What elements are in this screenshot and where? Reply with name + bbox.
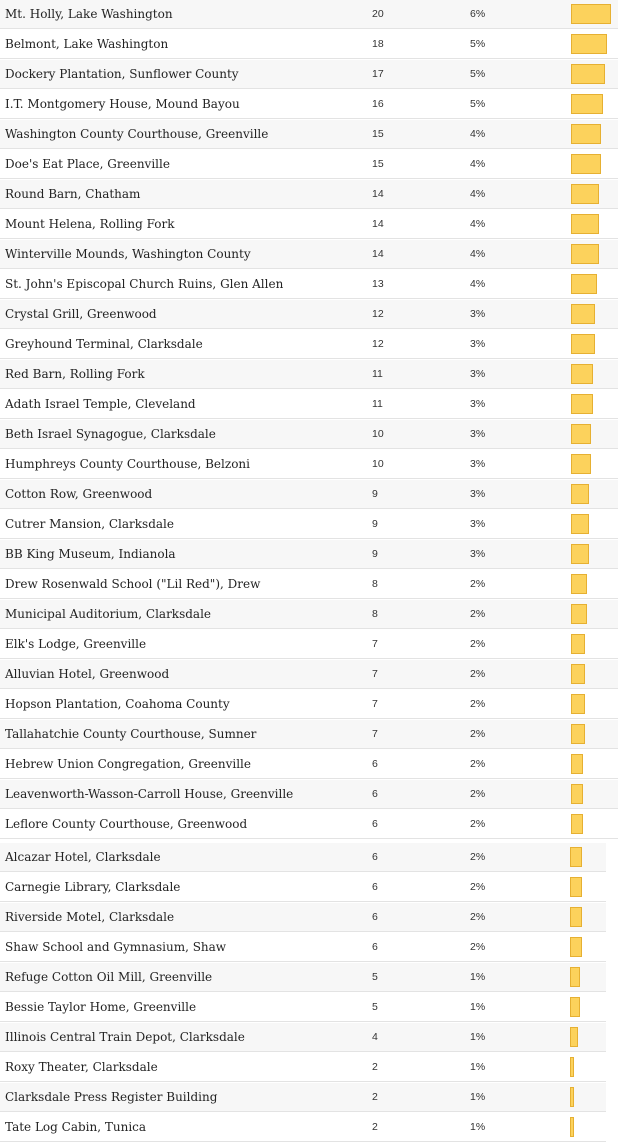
table-row: [0, 660, 618, 689]
place-name: Riverside Motel, Clarksdale: [5, 910, 175, 924]
count-bar: [571, 544, 589, 564]
table-row: [0, 180, 618, 209]
table-row: [0, 750, 618, 779]
count-value: 6: [372, 851, 378, 863]
table-row: [0, 330, 618, 359]
percent-value: 2%: [470, 818, 486, 830]
count-bar: [570, 877, 582, 897]
count-bar: [571, 664, 585, 684]
percent-value: 2%: [470, 608, 486, 620]
percent-value: 5%: [470, 68, 486, 80]
place-name: Hopson Plantation, Coahoma County: [5, 697, 230, 711]
count-bar: [571, 274, 597, 294]
count-bar: [571, 4, 611, 24]
count-value: 10: [372, 458, 384, 470]
table-row: [0, 270, 618, 299]
table-row: [0, 690, 618, 719]
percent-value: 2%: [470, 578, 486, 590]
count-value: 15: [372, 128, 384, 140]
count-bar: [571, 634, 585, 654]
count-bar: [571, 754, 583, 774]
count-bar: [570, 847, 582, 867]
count-value: 20: [372, 8, 384, 20]
table-row: [0, 720, 618, 749]
table-row: [0, 30, 618, 59]
table-row: [0, 300, 618, 329]
table-row: [0, 420, 618, 449]
count-bar: [571, 334, 595, 354]
count-bar: [571, 304, 595, 324]
count-bar: [571, 694, 585, 714]
table-row: [0, 0, 618, 29]
place-name: Red Barn, Rolling Fork: [5, 367, 145, 381]
table-row: [0, 210, 618, 239]
percent-value: 2%: [470, 788, 486, 800]
count-value: 2: [372, 1061, 378, 1073]
place-name: Drew Rosenwald School ("Lil Red"), Drew: [5, 577, 261, 591]
count-value: 6: [372, 758, 378, 770]
count-value: 7: [372, 668, 378, 680]
count-value: 11: [372, 368, 383, 380]
table-row: [0, 510, 618, 539]
place-name: Greyhound Terminal, Clarksdale: [5, 337, 203, 351]
table-row: [0, 600, 618, 629]
percent-value: 3%: [470, 428, 486, 440]
place-name: Bessie Taylor Home, Greenville: [5, 1000, 197, 1014]
count-value: 14: [372, 188, 384, 200]
place-name: Roxy Theater, Clarksdale: [5, 1060, 158, 1074]
table-row: [0, 450, 618, 479]
count-value: 6: [372, 911, 378, 923]
count-bar: [571, 64, 605, 84]
percent-value: 2%: [470, 668, 486, 680]
percent-value: 1%: [470, 1061, 486, 1073]
place-name: BB King Museum, Indianola: [5, 547, 176, 561]
place-name: Alluvian Hotel, Greenwood: [5, 667, 170, 681]
count-bar: [570, 1087, 574, 1107]
table-row: [0, 150, 618, 179]
count-bar: [571, 514, 589, 534]
count-value: 6: [372, 818, 378, 830]
count-value: 8: [372, 578, 378, 590]
count-value: 14: [372, 248, 384, 260]
count-value: 17: [372, 68, 384, 80]
percent-value: 2%: [470, 638, 486, 650]
percent-value: 4%: [470, 128, 486, 140]
place-name: Mt. Holly, Lake Washington: [5, 7, 173, 21]
count-value: 6: [372, 941, 378, 953]
percent-value: 1%: [470, 1121, 486, 1133]
table-row: [0, 903, 606, 932]
count-value: 14: [372, 218, 384, 230]
count-value: 7: [372, 698, 378, 710]
table-row: [0, 810, 618, 839]
percent-value: 2%: [470, 851, 486, 863]
count-value: 9: [372, 518, 378, 530]
percent-value: 5%: [470, 38, 486, 50]
count-value: 2: [372, 1121, 378, 1133]
count-bar: [571, 94, 603, 114]
count-value: 2: [372, 1091, 378, 1103]
count-bar: [571, 34, 607, 54]
table-row: [0, 540, 618, 569]
count-bar: [571, 424, 591, 444]
count-bar: [571, 604, 587, 624]
percent-value: 4%: [470, 278, 486, 290]
place-name: Beth Israel Synagogue, Clarksdale: [5, 427, 216, 441]
count-value: 4: [372, 1031, 378, 1043]
count-bar: [571, 364, 593, 384]
table-row: [0, 480, 618, 509]
percent-value: 1%: [470, 971, 486, 983]
percent-value: 3%: [470, 308, 486, 320]
table-row: [0, 90, 618, 119]
percent-value: 4%: [470, 188, 486, 200]
count-bar: [571, 154, 601, 174]
count-bar: [571, 244, 599, 264]
percent-value: 1%: [470, 1001, 486, 1013]
percent-value: 3%: [470, 398, 486, 410]
count-value: 7: [372, 728, 378, 740]
table-row: [0, 963, 606, 992]
percent-value: 3%: [470, 458, 486, 470]
place-name: Elk's Lodge, Greenville: [5, 637, 147, 651]
percent-value: 3%: [470, 338, 486, 350]
count-value: 8: [372, 608, 378, 620]
table-row: [0, 1053, 606, 1082]
place-name: Leflore County Courthouse, Greenwood: [5, 817, 248, 831]
place-name: Winterville Mounds, Washington County: [5, 247, 251, 261]
place-name: Leavenworth-Wasson-Carroll House, Greenville: [5, 787, 294, 801]
table-row: [0, 240, 618, 269]
table-row: [0, 873, 606, 902]
table-row: [0, 60, 618, 89]
place-name: Mount Helena, Rolling Fork: [5, 217, 175, 231]
count-bar: [571, 784, 583, 804]
place-name: Cotton Row, Greenwood: [5, 487, 153, 501]
count-value: 9: [372, 488, 378, 500]
percent-value: 1%: [470, 1091, 486, 1103]
place-name: Round Barn, Chatham: [5, 187, 141, 201]
count-bar: [570, 907, 582, 927]
place-name: Refuge Cotton Oil Mill, Greenville: [5, 970, 213, 984]
place-name: Carnegie Library, Clarksdale: [5, 880, 181, 894]
count-bar: [570, 997, 580, 1017]
table-row: [0, 780, 618, 809]
place-name: Tallahatchie County Courthouse, Sumner: [5, 727, 257, 741]
percent-value: 2%: [470, 698, 486, 710]
place-name: St. John's Episcopal Church Ruins, Glen Allen: [5, 277, 284, 291]
count-value: 12: [372, 308, 384, 320]
place-name: Hebrew Union Congregation, Greenville: [5, 757, 251, 771]
count-bar: [570, 1027, 578, 1047]
count-value: 16: [372, 98, 384, 110]
place-name: Clarksdale Press Register Building: [5, 1090, 218, 1104]
count-bar: [571, 184, 599, 204]
count-value: 11: [372, 398, 383, 410]
count-bar: [571, 214, 599, 234]
table-row: [0, 993, 606, 1022]
percent-value: 2%: [470, 881, 486, 893]
count-bar: [570, 967, 580, 987]
count-bar: [571, 124, 601, 144]
table-row: [0, 1083, 606, 1112]
percent-value: 3%: [470, 488, 486, 500]
count-value: 13: [372, 278, 384, 290]
table-row: [0, 570, 618, 599]
count-value: 5: [372, 971, 378, 983]
count-bar: [571, 454, 591, 474]
percent-value: 3%: [470, 518, 486, 530]
percent-value: 4%: [470, 248, 486, 260]
count-bar: [571, 574, 587, 594]
place-name: Belmont, Lake Washington: [5, 37, 169, 51]
count-bar: [571, 484, 589, 504]
table-row: [0, 1023, 606, 1052]
percent-value: 1%: [470, 1031, 486, 1043]
percent-value: 2%: [470, 728, 486, 740]
count-bar: [571, 724, 585, 744]
place-name: Humphreys County Courthouse, Belzoni: [5, 457, 250, 471]
place-name: Dockery Plantation, Sunflower County: [5, 67, 239, 81]
count-bar: [570, 1057, 574, 1077]
count-value: 18: [372, 38, 384, 50]
table-row: [0, 360, 618, 389]
count-value: 9: [372, 548, 378, 560]
count-value: 7: [372, 638, 378, 650]
place-name: Crystal Grill, Greenwood: [5, 307, 157, 321]
place-name: Shaw School and Gymnasium, Shaw: [5, 940, 227, 954]
count-value: 5: [372, 1001, 378, 1013]
count-bar: [570, 937, 582, 957]
place-name: Adath Israel Temple, Cleveland: [5, 397, 196, 411]
count-bar: [571, 394, 593, 414]
place-name: Municipal Auditorium, Clarksdale: [5, 607, 212, 621]
count-value: 12: [372, 338, 384, 350]
place-name: Tate Log Cabin, Tunica: [5, 1120, 147, 1134]
percent-value: 2%: [470, 911, 486, 923]
place-name: Washington County Courthouse, Greenville: [5, 127, 269, 141]
table-row: [0, 630, 618, 659]
table-row: [0, 1113, 606, 1142]
percent-value: 5%: [470, 98, 486, 110]
percent-value: 2%: [470, 941, 486, 953]
place-name: Alcazar Hotel, Clarksdale: [5, 850, 161, 864]
count-value: 15: [372, 158, 384, 170]
count-value: 10: [372, 428, 384, 440]
place-name: I.T. Montgomery House, Mound Bayou: [5, 97, 240, 111]
percent-value: 2%: [470, 758, 486, 770]
percent-value: 4%: [470, 218, 486, 230]
count-value: 6: [372, 881, 378, 893]
place-name: Illinois Central Train Depot, Clarksdale: [5, 1030, 245, 1044]
table-row: [0, 843, 606, 872]
place-name: Doe's Eat Place, Greenville: [5, 157, 170, 171]
percent-value: 6%: [470, 8, 486, 20]
table-row: [0, 390, 618, 419]
percent-value: 4%: [470, 158, 486, 170]
percent-value: 3%: [470, 548, 486, 560]
table-row: [0, 120, 618, 149]
count-value: 6: [372, 788, 378, 800]
table-row: [0, 933, 606, 962]
count-bar: [570, 1117, 574, 1137]
place-name: Cutrer Mansion, Clarksdale: [5, 517, 174, 531]
count-bar: [571, 814, 583, 834]
percent-value: 3%: [470, 368, 486, 380]
